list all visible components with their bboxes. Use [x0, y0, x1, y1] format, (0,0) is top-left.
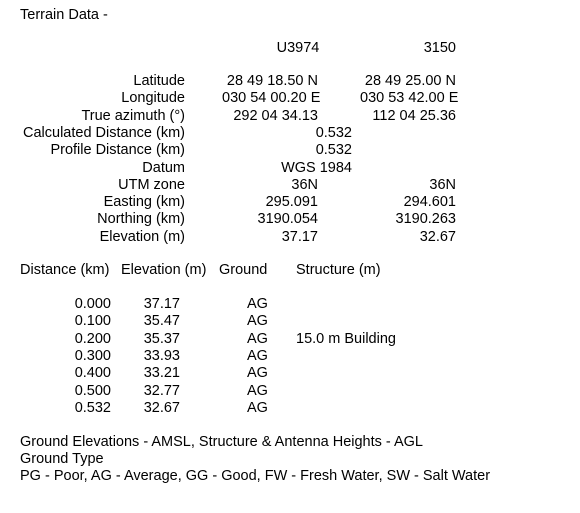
param-label: True azimuth (°): [81, 107, 185, 124]
cell-ground: AG: [247, 296, 268, 312]
param-label: Datum: [142, 159, 185, 176]
cell-elevation: 35.47: [143, 313, 180, 330]
col-header-ground: Ground: [219, 262, 268, 278]
cell-elevation: 37.17: [143, 296, 180, 312]
cell-ground: AG: [247, 330, 268, 347]
col-header-structure: Structure (m): [296, 262, 381, 278]
cell-ground: AG: [247, 382, 268, 399]
param-value-shared: 0.532: [315, 142, 352, 159]
cell-elevation: 35.37: [143, 330, 180, 347]
param-value-site1: 292 04 34.13: [233, 107, 318, 124]
param-value-site2: 294.601: [403, 194, 456, 211]
cell-ground: AG: [247, 347, 268, 364]
cell-distance: 0.532: [74, 399, 111, 416]
param-label: UTM zone: [118, 176, 185, 193]
param-label: Profile Distance (km): [50, 142, 185, 159]
param-value-site2: 030 53 42.00 E: [360, 90, 459, 107]
cell-structure: 15.0 m Building: [296, 330, 396, 347]
col-header-elevation: Elevation (m): [121, 262, 207, 278]
site1-header: U3974: [276, 40, 320, 56]
cell-elevation: 33.21: [143, 365, 180, 382]
note-ground-type: Ground Type: [20, 451, 104, 467]
param-label: Northing (km): [97, 211, 185, 228]
param-label: Longitude: [121, 90, 185, 107]
cell-ground: AG: [247, 399, 268, 416]
site2-header: 3150: [423, 40, 456, 56]
note-ground-legend: PG - Poor, AG - Average, GG - Good, FW - Fresh Water, SW - Salt Water: [20, 468, 491, 484]
param-label: Elevation (m): [99, 228, 185, 245]
param-value-site1: 36N: [291, 176, 318, 193]
cell-distance: 0.000: [74, 296, 111, 312]
cell-ground: AG: [247, 365, 268, 382]
param-label: Calculated Distance (km): [23, 124, 185, 141]
param-value-site2: 32.67: [419, 228, 456, 245]
cell-distance: 0.100: [74, 313, 111, 330]
param-value-site1: 37.17: [281, 228, 318, 245]
param-label: Easting (km): [103, 194, 185, 211]
cell-elevation: 32.67: [143, 399, 180, 416]
cell-distance: 0.200: [74, 330, 111, 347]
param-label: Latitude: [133, 73, 185, 89]
document-title: Terrain Data -: [20, 7, 108, 23]
cell-ground: AG: [247, 313, 268, 330]
param-value-site1: 28 49 18.50 N: [226, 73, 318, 89]
param-value-site1: 295.091: [265, 194, 318, 211]
cell-elevation: 33.93: [143, 347, 180, 364]
cell-distance: 0.500: [74, 382, 111, 399]
param-value-site2: 3190.263: [395, 211, 456, 228]
cell-distance: 0.400: [74, 365, 111, 382]
param-value-site1: 3190.054: [257, 211, 318, 228]
param-value-site2: 28 49 25.00 N: [364, 73, 456, 89]
param-value-site1: 030 54 00.20 E: [222, 90, 321, 107]
param-value-site2: 112 04 25.36: [372, 107, 456, 124]
cell-elevation: 32.77: [143, 382, 180, 399]
param-value-shared: 0.532: [315, 124, 352, 141]
note-heights: Ground Elevations - AMSL, Structure & Antenna Heights - AGL: [20, 434, 423, 450]
param-value-site2: 36N: [429, 176, 456, 193]
param-value-shared: WGS 1984: [281, 159, 352, 176]
col-header-distance: Distance (km): [20, 262, 110, 278]
cell-distance: 0.300: [74, 347, 111, 364]
